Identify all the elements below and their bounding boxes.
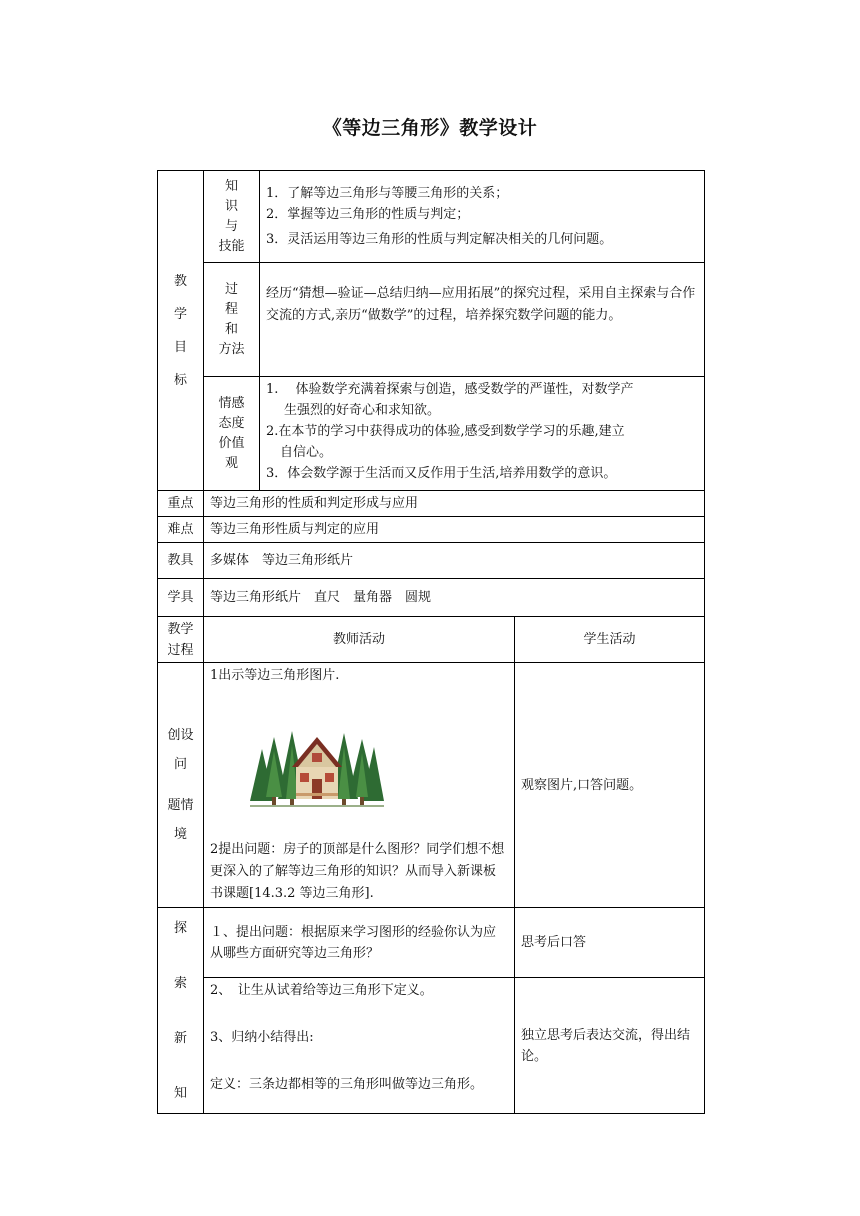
- key-point-content: 等边三角形的性质和判定形成与应用: [204, 491, 705, 517]
- difficulty-label: 难点: [158, 517, 204, 543]
- explore-teacher-activity-1: １、提出问题：根据原来学习图形的经验你认为应从哪些方面研究等边三角形？: [204, 908, 515, 978]
- explore-student-activity-2: 独立思考后表达交流，得出结论。: [515, 978, 705, 1114]
- teaching-process-label: 教学 过程: [158, 617, 204, 663]
- process-method-label: 过 程 和 方法: [204, 263, 260, 377]
- difficulty-content: 等边三角形性质与判定的应用: [204, 517, 705, 543]
- emotion-label: 情感 态度 价值 观: [204, 377, 260, 491]
- knowledge-label: 知 识 与 技能: [204, 171, 260, 263]
- knowledge-content: 1．了解等边三角形与等腰三角形的关系； 2．掌握等边三角形的性质与判定； 3．灵活运用等边三角形的性质与判定解决相关的几何问题。: [260, 171, 705, 263]
- learning-aids-content: 等边三角形纸片 直尺 量角器 圆规: [204, 579, 705, 617]
- process-method-content: 经历“猜想—验证—总结归纳—应用拓展”的探究过程，采用自主探索与合作交流的方式,亲历“做数学”的过程，培养探究数学问题的能力。: [260, 263, 705, 377]
- explore-teacher-activity-2: 2、 让生从试着给等边三角形下定义。 3、归纳小结得出: 定义：三条边都相等的三角形叫做等边三角形。: [204, 978, 515, 1114]
- scenario-label: 创设 问 题情 境: [158, 663, 204, 908]
- teaching-aids-label: 教具: [158, 543, 204, 579]
- teacher-activity-header: 教师活动: [204, 617, 515, 663]
- explore-label: 探 索 新 知: [158, 908, 204, 1114]
- lesson-plan-table: [157, 170, 705, 1114]
- student-activity-header: 学生活动: [515, 617, 705, 663]
- emotion-content: 1. 体验数学充满着探索与创造，感受数学的严谨性，对数学产 生强烈的好奇心和求知欲。 2.在本节的学习中获得成功的体验,感受到数学学习的乐趣,建立 自信心。 3．体会数学源于生活而又反作用于生活,培养用数学的意识。: [260, 377, 705, 491]
- learning-aids-label: 学具: [158, 579, 204, 617]
- house-in-forest-image: [250, 727, 384, 811]
- scenario-teacher-activity: 1出示等边三角形图片. 2提出问题：房子的顶部是什么图形？同学们想不想更深入的了解等边三角形的知识？从而导入新课板书课题[14.3.2 等边三角形].: [204, 663, 515, 908]
- teaching-aids-content: 多媒体 等边三角形纸片: [204, 543, 705, 579]
- objectives-label: 教 学 目 标: [158, 171, 204, 491]
- explore-student-activity-1: 思考后口答: [515, 908, 705, 978]
- scenario-student-activity: 观察图片,口答问题。: [515, 663, 705, 908]
- key-point-label: 重点: [158, 491, 204, 517]
- page-title: 《等边三角形》教学设计: [322, 117, 538, 139]
